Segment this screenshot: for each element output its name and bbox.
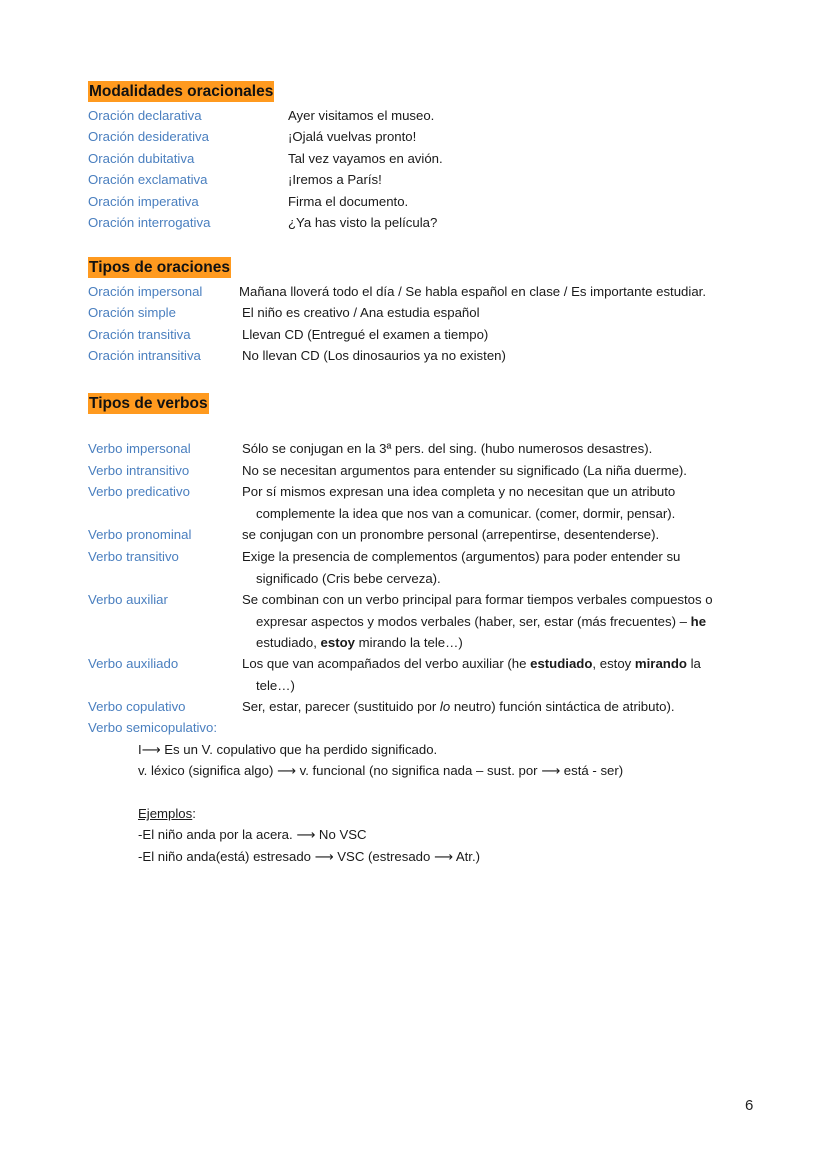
bold-span: estudiado <box>530 656 593 671</box>
term-verbo-auxiliado: Verbo auxiliado <box>88 656 179 671</box>
text-span: estudiado, <box>256 635 321 650</box>
heading-modalidades: Modalidades oracionales <box>89 83 274 100</box>
heading-tipos-verbos: Tipos de verbos <box>89 395 208 412</box>
text-span: Ser, estar, parecer (sustituido por <box>242 699 440 714</box>
term-verbo-auxiliar: Verbo auxiliar <box>88 592 168 607</box>
example-transitiva: Llevan CD (Entregué el examen a tiempo) <box>242 327 489 342</box>
desc-verbo-transitivo <box>242 546 680 589</box>
example-desiderativa: ¡Ojalá vuelvas pronto! <box>288 129 417 144</box>
desc-line <box>242 656 701 671</box>
term-verbo-predicativo: Verbo predicativo <box>88 484 190 499</box>
term-simple: Oración simple <box>88 305 176 320</box>
bold-span: mirando <box>634 656 687 671</box>
term-desiderativa: Oración desiderativa <box>88 129 209 144</box>
example-2: -El niño anda(está) estresado ⟶ VSC (estresado ⟶ Atr.) <box>138 849 481 864</box>
desc-verbo-copulativo <box>242 696 675 718</box>
example-impersonal: Mañana lloverá todo el día / Se habla español en clase / Es importante estudiar. <box>239 284 706 299</box>
desc-verbo-impersonal: Sólo se conjugan en la 3ª pers. del sing. (hubo numerosos desastres). <box>242 441 653 456</box>
example-declarativa: Ayer visitamos el museo. <box>288 108 435 123</box>
italic-span: lo <box>439 699 451 714</box>
term-verbo-pronominal: Verbo pronominal <box>88 527 192 542</box>
term-impersonal: Oración impersonal <box>88 284 203 299</box>
text-span: expresar aspectos y modos verbales (haber, ser, estar (más frecuentes) – <box>256 613 691 629</box>
desc-line: significado (Cris bebe cerveza). <box>256 570 441 586</box>
term-exclamativa: Oración exclamativa <box>88 172 208 187</box>
desc-line: Se combinan con un verbo principal para formar tiempos verbales compuestos o <box>242 592 713 607</box>
example-dubitativa: Tal vez vayamos en avión. <box>288 151 443 166</box>
text-span: neutro) función sintáctica de atributo). <box>450 699 675 714</box>
desc-line: tele…) <box>256 677 295 693</box>
page-number: 6 <box>745 1097 754 1114</box>
term-transitiva: Oración transitiva <box>88 327 191 342</box>
examples-label <box>138 803 196 824</box>
term-verbo-copulativo: Verbo copulativo <box>88 699 186 714</box>
term-dubitativa: Oración dubitativa <box>88 151 195 166</box>
semicop-note-1: I⟶ Es un V. copulativo que ha perdido significado. <box>138 742 438 757</box>
desc-verbo-intransitivo: No se necesitan argumentos para entender su significado (La niña duerme). <box>242 463 687 478</box>
term-verbo-semicopulativo: Verbo semicopulativo: <box>88 720 218 735</box>
example-1: -El niño anda por la acera. ⟶ No VSC <box>138 827 367 842</box>
desc-verbo-predicativo <box>242 481 675 524</box>
term-verbo-transitivo: Verbo transitivo <box>88 549 179 564</box>
bold-span: estoy <box>320 635 355 650</box>
text-span: mirando la tele…) <box>354 635 463 650</box>
examples-label-text: Ejemplos <box>138 806 193 821</box>
desc-verbo-auxiliar <box>242 589 713 654</box>
heading-tipos-oraciones: Tipos de oraciones <box>89 259 230 276</box>
example-interrogativa: ¿Ya has visto la película? <box>288 215 438 230</box>
term-interrogativa: Oración interrogativa <box>88 215 211 230</box>
desc-line: Exige la presencia de complementos (argumentos) para poder entender su <box>242 549 681 564</box>
example-simple: El niño es creativo / Ana estudia español <box>242 305 480 320</box>
bold-span: he <box>690 613 707 629</box>
semicop-note-2: v. léxico (significa algo) ⟶ v. funcional (no significa nada – sust. por ⟶ está - ser) <box>138 763 624 778</box>
desc-line <box>242 632 713 654</box>
desc-line: Por sí mismos expresan una idea completa y no necesitan que un atributo <box>242 484 676 499</box>
example-exclamativa: ¡Iremos a París! <box>288 172 382 187</box>
desc-verbo-pronominal: se conjugan con un pronombre personal (arrepentirse, desentenderse). <box>242 527 660 542</box>
term-imperativa: Oración imperativa <box>88 194 199 209</box>
desc-line: complemente la idea que nos van a comunicar. (comer, dormir, pensar). <box>256 505 676 521</box>
example-imperativa: Firma el documento. <box>288 194 409 209</box>
term-verbo-impersonal: Verbo impersonal <box>88 441 191 456</box>
term-intransitiva: Oración intransitiva <box>88 348 201 363</box>
text-span: , estoy <box>592 656 635 671</box>
desc-line <box>242 611 713 633</box>
text-span: Los que van acompañados del verbo auxiliar (he <box>242 656 531 671</box>
term-verbo-intransitivo: Verbo intransitivo <box>88 463 190 478</box>
examples-colon: : <box>192 806 196 821</box>
desc-verbo-auxiliado <box>242 653 701 696</box>
term-declarativa: Oración declarativa <box>88 108 202 123</box>
text-span: la <box>686 656 701 671</box>
example-intransitiva: No llevan CD (Los dinosaurios ya no existen) <box>242 348 506 363</box>
